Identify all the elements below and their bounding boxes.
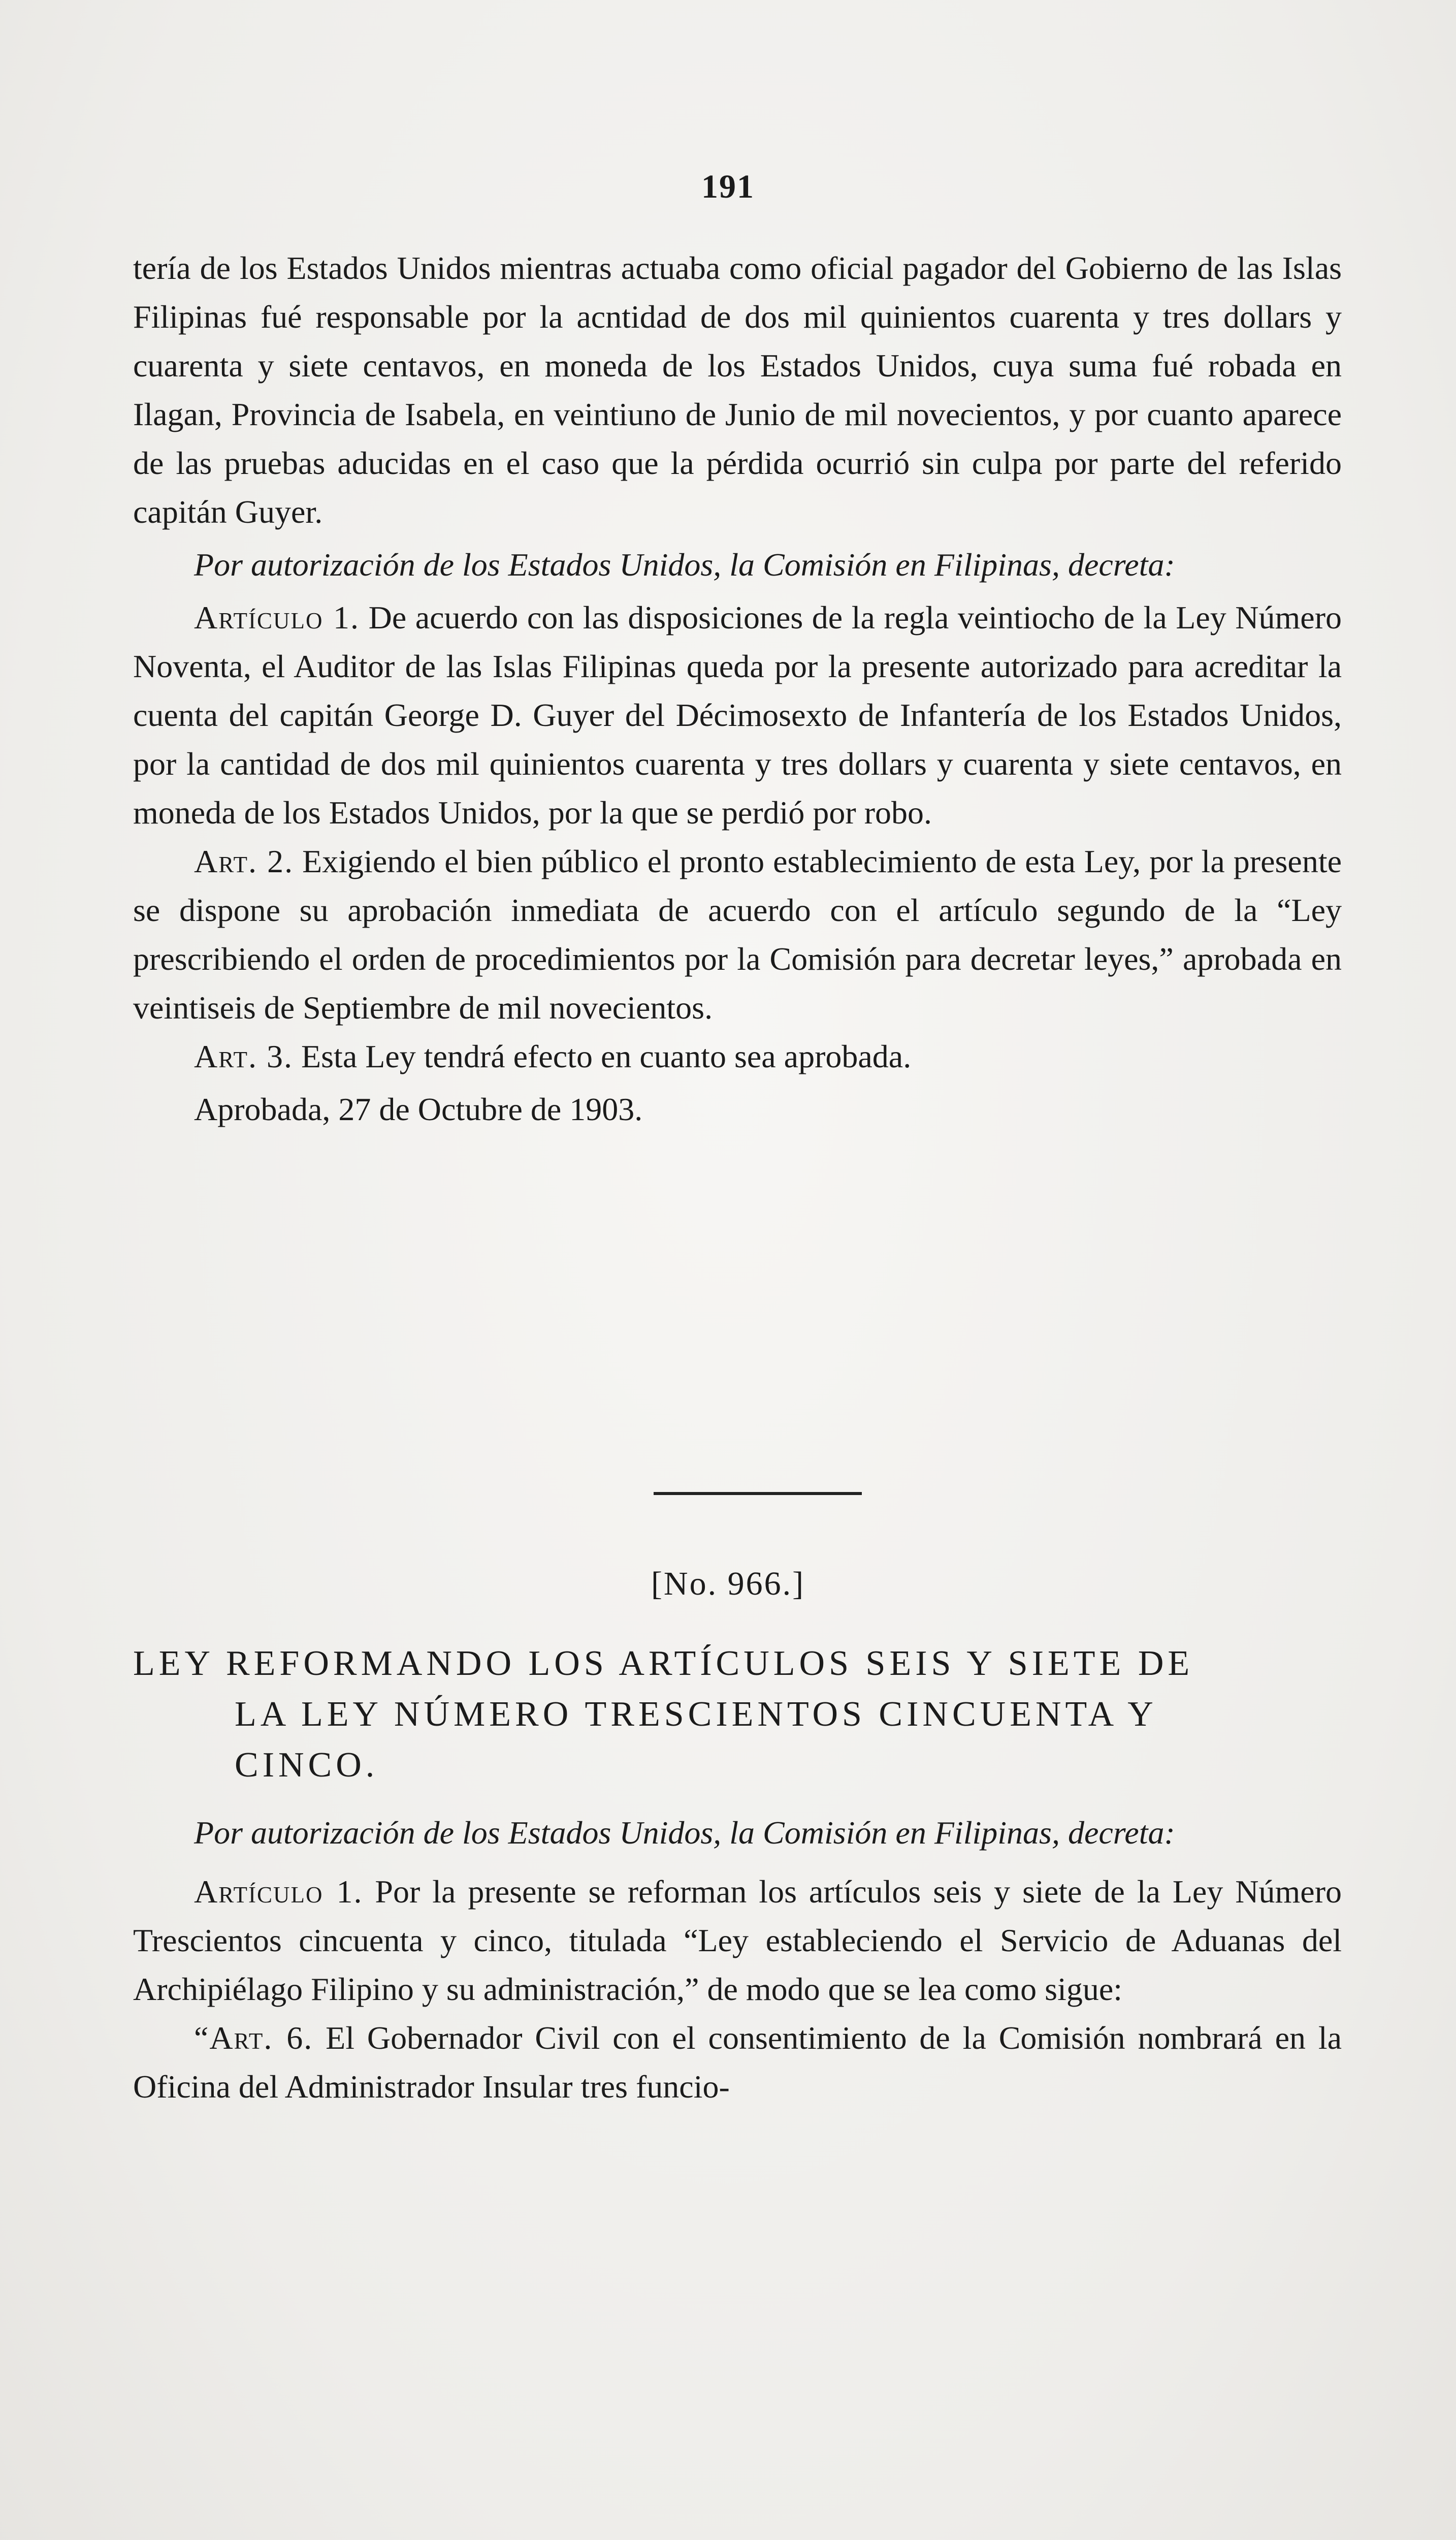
article-3-text: Esta Ley tendrá efecto en cuanto sea aprobada. — [301, 1038, 912, 1074]
article-1-paragraph — [133, 593, 1342, 837]
article-3-label: Art. 3. — [194, 1038, 294, 1074]
article-3-paragraph — [133, 1032, 1342, 1081]
page-number: 191 — [701, 168, 755, 205]
bottom-section — [133, 1808, 1342, 2111]
paragraph-continuation: tería de los Estados Unidos mientras actuaba como oficial pagador del Gobierno de las Islas Filipinas fué responsable por la acntidad de dos mil quinientos cuarenta y tres dollars y cuarenta y siete centavos, en moneda de los Estados Unidos, cuya suma fué robada en Ilagan, Provincia de Isabela, en veintiuno de Junio de mil novecientos, y por cuanto aparece de las pruebas aducidas en el caso que la pérdida ocurrió sin culpa por parte del referido capitán Guyer. — [133, 250, 1342, 530]
authority-clause: Por autorización de los Estados Unidos, la Comisión en Filipinas, decreta: — [194, 547, 1175, 583]
article-1-text-2: Por la presente se reforman los artículos seis y siete de la Ley Número Trescientos cincuenta y cinco, titulada “Ley estableciendo el Servicio de Aduanas del Archipiélago Filipino y su administración,” de modo que se lea como sigue: — [133, 1874, 1342, 2007]
law-title — [133, 1638, 1352, 1791]
law-title-line-2: LA LEY NÚMERO TRESCIENTOS CINCUENTA Y — [235, 1695, 1157, 1734]
top-section — [133, 244, 1342, 1134]
section-divider — [654, 1492, 862, 1495]
article-1-paragraph-2 — [133, 1867, 1342, 2014]
article-1-label-2: Artículo 1. — [194, 1874, 363, 1910]
authority-clause-2: Por autorización de los Estados Unidos, la Comisión en Filipinas, decreta: — [194, 1815, 1175, 1851]
article-6-text: El Gobernador Civil con el consentimiento de la Comisión nombrará en la Oficina del Administrador Insular tres funcio- — [133, 2020, 1342, 2105]
article-6-paragraph — [133, 2014, 1342, 2111]
law-title-line-1: LEY REFORMANDO LOS ARTÍCULOS SEIS Y SIETE DE — [133, 1644, 1194, 1683]
article-6-label: “Art. 6. — [194, 2020, 313, 2056]
law-title-line-3: CINCO. — [235, 1745, 379, 1785]
article-1-label: Artículo 1. — [194, 599, 360, 636]
article-2-label: Art. 2. — [194, 843, 294, 879]
article-2-paragraph — [133, 837, 1342, 1032]
article-2-text: Exigiendo el bien público el pronto establecimiento de esta Ley, por la presente se dispone su aprobación inmediata de acuerdo con el artículo segundo de la “Ley prescribiendo el orden de procedimientos por la Comisión para decretar leyes,” aprobada en veintiseis de Septiembre de mil novecientos. — [133, 843, 1342, 1026]
article-1-text: De acuerdo con las disposiciones de la regla veintiocho de la Ley Número Noventa, el Auditor de las Islas Filipinas queda por la presente autorizado para acreditar la cuenta del capitán George D. Guyer del Décimosexto de Infantería de los Estados Unidos, por la cantidad de dos mil quinientos cuarenta y tres dollars y cuarenta y siete centavos, en moneda de los Estados Unidos, por la que se perdió por robo. — [133, 599, 1342, 831]
law-number: [No. 966.] — [651, 1565, 805, 1602]
approval-date: Aprobada, 27 de Octubre de 1903. — [194, 1091, 643, 1127]
